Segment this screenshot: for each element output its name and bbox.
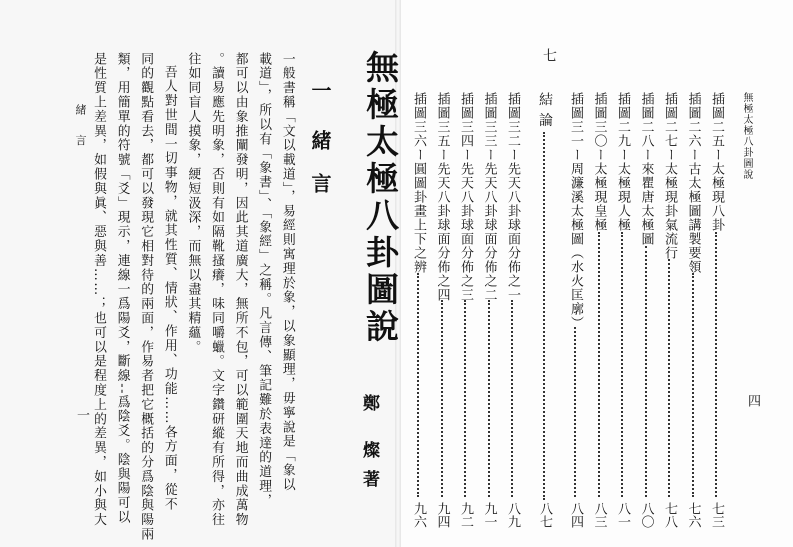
toc-entry-page: 八七 xyxy=(537,502,552,528)
toc-entry-chapter7[interactable] xyxy=(535,92,555,528)
toc-entry-title: 插圖二八ー來瞿唐太極圖 xyxy=(638,92,654,246)
toc-entry-title: 插圖二五ー太極現八卦 xyxy=(709,92,724,232)
toc-entry-page: 八〇 xyxy=(638,502,654,528)
toc-entry-title: 插圖三〇ー太極現皇極 xyxy=(591,92,607,232)
body-column: 載道」，所以有「象書」、「象經」之稱。凡言傳、筆記難於表達的道理， xyxy=(256,52,272,508)
toc-entry[interactable] xyxy=(590,92,610,528)
toc-entry[interactable] xyxy=(409,92,429,528)
toc-leader xyxy=(441,300,443,497)
toc-entry-title: 插圖三一ー周濂溪太極圖（水火匡廓） xyxy=(568,92,583,330)
toc-entry-title: 插圖二九ー太極現人極 xyxy=(615,92,630,232)
toc-entry[interactable] xyxy=(613,92,633,528)
toc-leader xyxy=(417,273,419,497)
toc-chapter7-number: 七 xyxy=(541,48,557,62)
toc-entry-title: 插圖三六ー圓圖卦畫上下之辨 xyxy=(411,92,426,274)
toc-leader xyxy=(511,300,513,497)
left-running-foot: 緒 言 xyxy=(74,104,87,154)
toc-leader xyxy=(621,232,623,497)
body-column: 類，用簡單的符號「爻」現示，連線一爲陽爻，斷線--爲陰爻。陰與陽可以 xyxy=(114,52,130,525)
toc-entry[interactable] xyxy=(456,92,476,528)
toc-entry-page: 八三 xyxy=(591,502,607,528)
toc-entry-page: 九二 xyxy=(458,502,473,528)
toc-entry-title: 插圖二六ー古太極圖講製要領 xyxy=(685,92,701,274)
toc-leader xyxy=(692,273,694,497)
toc-entry[interactable] xyxy=(480,92,500,528)
toc-entry[interactable] xyxy=(707,92,727,528)
body-column: 一般書稱「文以載道」，易經則寓理於象，以象顯理，毋寧說是「象以 xyxy=(279,52,295,492)
toc-leader xyxy=(574,327,576,497)
toc-entry-title: 插圖三五ー先天八卦球面分佈之四 xyxy=(434,92,450,302)
toc-leader xyxy=(464,300,466,497)
toc-leader xyxy=(488,300,490,497)
toc-entry[interactable] xyxy=(684,92,704,528)
toc-entry-page: 八九 xyxy=(505,502,520,528)
chapter-title: 緒 言 xyxy=(308,130,332,201)
toc-entry-page: 九一 xyxy=(481,502,497,528)
body-column: 同的觀點看去，都可以發現它相對待的兩面，作易者把它概括的分爲陰與陽兩 xyxy=(138,52,154,542)
toc-leader xyxy=(598,232,600,497)
toc-entry-title: 插圖二七ー太極現卦氣流行 xyxy=(662,92,677,260)
author: 鄭 燦著 xyxy=(359,394,379,499)
toc-entry[interactable] xyxy=(433,92,453,528)
running-head: 無極太極八卦圖說 xyxy=(741,92,752,180)
toc-entry-page: 九四 xyxy=(434,502,450,528)
body-column: 。讀易應先明象，否則有如隔靴搔癢，味同嚼蠟。文字鑽研縱有所得，亦往 xyxy=(208,52,224,528)
toc-entry-page: 七六 xyxy=(685,502,701,528)
body-column: 都可以由象推闡發明，因此其道廣大，無所不包，可以範圍天地而曲成萬物 xyxy=(232,52,248,528)
chapter-number: 一 xyxy=(308,80,332,108)
toc-entry[interactable] xyxy=(503,92,523,528)
toc-entry-page: 八一 xyxy=(615,502,630,528)
toc-entry-title: 插圖三四ー先天八卦球面分佈之三 xyxy=(458,92,473,302)
toc-entry-title: 插圖三三ー先天八卦球面分佈之二 xyxy=(481,92,497,302)
toc-entry-page: 九六 xyxy=(411,502,426,528)
toc-entry-page: 八四 xyxy=(568,502,583,528)
toc-entry-page: 七三 xyxy=(709,502,724,528)
toc-entry-title: 插圖三二ー先天八卦球面分佈之一 xyxy=(505,92,520,302)
toc-entry[interactable] xyxy=(637,92,657,528)
toc-leader xyxy=(645,246,647,497)
toc-entry-title: 結 論 xyxy=(537,92,553,128)
body-column: 往如同盲人摸象，綆短汲深，而無以盡其精蘊。 xyxy=(185,52,201,355)
chapter-heading xyxy=(306,80,335,201)
toc-entry[interactable] xyxy=(566,92,586,528)
book-title: 無極太極八卦圖說 xyxy=(361,50,400,346)
left-page-number: 一 xyxy=(74,408,89,421)
toc-entry[interactable] xyxy=(660,92,680,528)
body-column: 吾人對世間一切事物，就其性質、情狀、作用、功能……各方面，從不 xyxy=(161,65,177,512)
toc-entry-page: 七八 xyxy=(662,502,677,528)
toc-leader xyxy=(715,232,717,497)
body-column: 是性質上差異，如假與眞、惡與善……；也可以是程度上的差異，如小與大 xyxy=(90,52,106,528)
toc-leader xyxy=(668,259,670,497)
right-page-number: 四 xyxy=(745,394,760,407)
toc-leader xyxy=(543,132,545,500)
